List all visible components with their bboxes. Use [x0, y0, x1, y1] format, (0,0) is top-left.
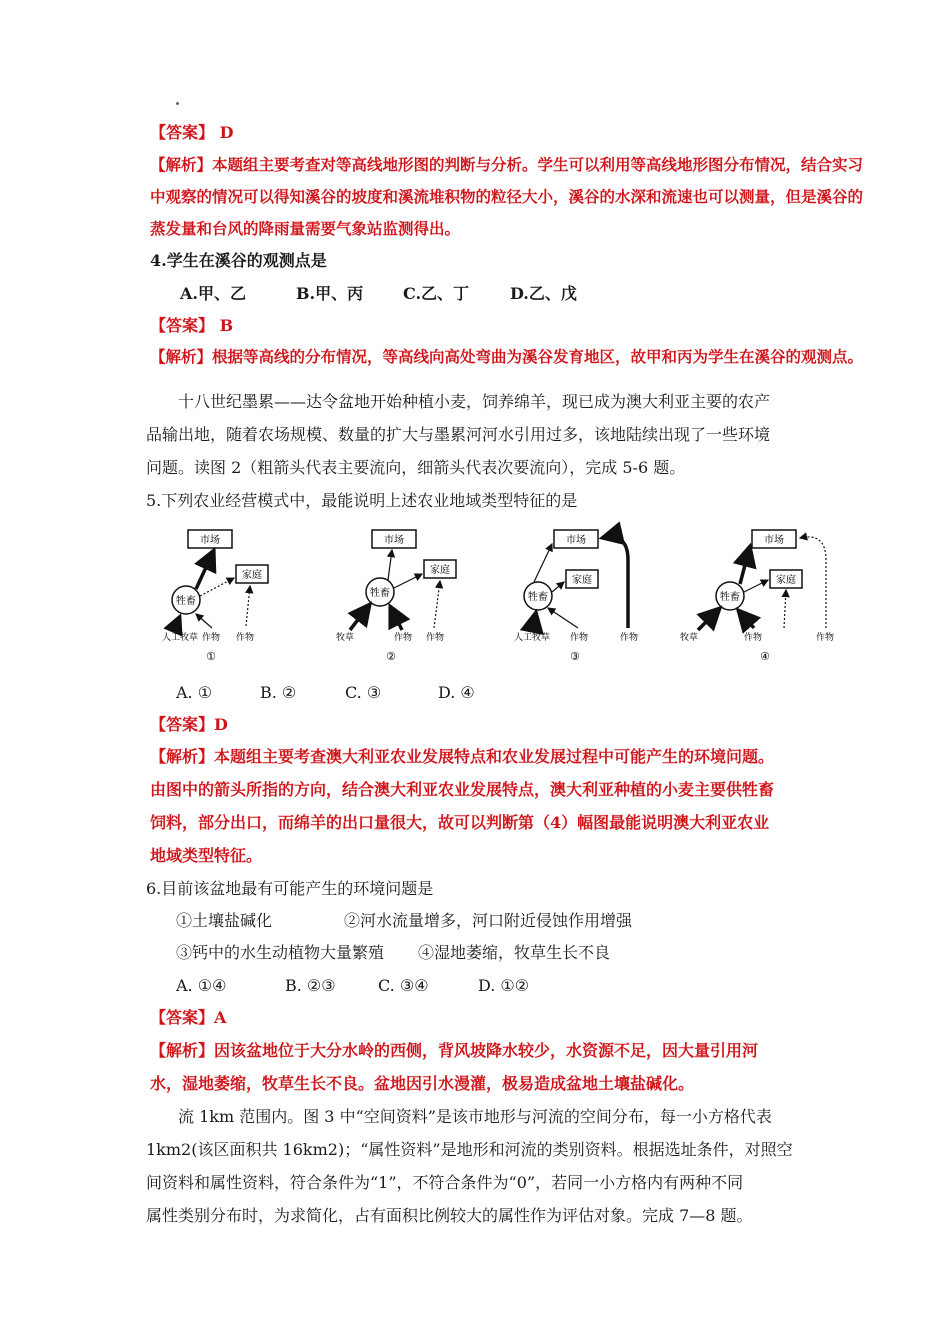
passage-line-1: 十八世纪墨累——达令盆地开始种植小麦，饲养绵羊，现已成为澳大利亚主要的农产 — [178, 392, 771, 411]
q5-option-a: A. ① — [176, 683, 213, 702]
diagram-3 — [514, 530, 638, 663]
d1-source-3: 作物 — [236, 633, 255, 643]
q3-analysis-line-2: 中观察的情况可以得知溪谷的坡度和溪流堆积物的粒径大小，溪谷的水深和流速也可以测量，但是溪谷的 — [150, 187, 864, 206]
d4-livestock-label: 牲畜 — [720, 592, 740, 603]
d3-market-label: 市场 — [566, 535, 586, 546]
q6-option-a: A. ①④ — [176, 976, 227, 995]
q5-answer: 【答案】D — [150, 715, 228, 734]
q6-item-4: ④湿地萎缩，牧草生长不良 — [418, 943, 611, 962]
d4-source-3: 作物 — [816, 633, 835, 643]
d3-caption: ③ — [570, 650, 580, 663]
passage2-line-3: 间资料和属性资料，符合条件为“1”，不符合条件为“0”，若同一小方格内有两种不同 — [146, 1173, 744, 1192]
diagram-2 — [336, 530, 456, 663]
d2-market-label: 市场 — [384, 535, 404, 546]
q6-item-1: ①土壤盐碱化 — [176, 911, 273, 930]
q6-analysis-line-2: 水，湿地萎缩，牧草生长不良。盆地因引水漫灌，极易造成盆地土壤盐碱化。 — [150, 1074, 695, 1093]
q4-option-d: D.乙、戊 — [510, 284, 577, 303]
passage-line-2: 品输出地，随着农场规模、数量的扩大与墨累河河水引用过多，该地陆续出现了一些环境 — [146, 425, 771, 444]
q5-option-b: B. ② — [260, 683, 297, 702]
d2-caption: ② — [386, 650, 396, 663]
q5-option-d: D. ④ — [438, 683, 475, 702]
d4-market-label: 市场 — [764, 535, 784, 546]
q5-analysis-line-4: 地域类型特征。 — [150, 846, 263, 865]
q6-option-c: C. ③④ — [378, 976, 429, 995]
d1-source-1: 人工牧草 — [162, 633, 199, 643]
d2-family-label: 家庭 — [430, 565, 450, 576]
d1-livestock-label: 牲畜 — [176, 596, 196, 607]
q6-answer: 【答案】A — [150, 1008, 227, 1027]
q6-stem: 6.目前该盆地最有可能产生的环境问题是 — [146, 879, 434, 898]
q6-option-d: D. ①② — [478, 976, 530, 995]
q6-item-3: ③钙中的水生动植物大量繁殖 — [176, 943, 385, 962]
passage-line-3: 问题。读图 2（粗箭头代表主要流向，细箭头代表次要流向），完成 5-6 题。 — [146, 458, 686, 477]
q4-stem: 4.学生在溪谷的观测点是 — [150, 251, 327, 270]
d2-source-2: 作物 — [394, 633, 413, 643]
passage2-line-4: 属性类别分布时，为求简化，占有面积比例较大的属性作为评估对象。完成 7—8 题。 — [146, 1206, 753, 1225]
d1-source-2: 作物 — [202, 633, 221, 643]
d3-family-label: 家庭 — [572, 575, 592, 586]
q5-option-c: C. ③ — [345, 683, 382, 702]
d4-source-1: 牧草 — [680, 633, 699, 643]
q5-analysis-line-1: 【解析】本题组主要考查澳大利亚农业发展特点和农业发展过程中可能产生的环境问题。 — [150, 747, 775, 766]
d4-family-label: 家庭 — [776, 575, 796, 586]
d3-source-2: 作物 — [570, 633, 589, 643]
diagram-4 — [680, 530, 834, 663]
q4-option-c: C.乙、丁 — [403, 284, 470, 303]
d4-caption: ④ — [760, 650, 770, 663]
passage2-line-1: 流 1km 范围内。图 3 中“空间资料”是该市地形与河流的空间分布，每一小方格代表 — [178, 1107, 772, 1126]
d3-source-3: 作物 — [620, 633, 639, 643]
d2-source-3: 作物 — [426, 633, 445, 643]
q5-analysis-line-3: 饲料，部分出口，而绵羊的出口量很大，故可以判断第（4）幅图最能说明澳大利亚农业 — [150, 813, 770, 832]
q4-option-b: B.甲、丙 — [296, 284, 364, 303]
q5-stem: 5.下列农业经营模式中，最能说明上述农业地域类型特征的是 — [146, 491, 578, 510]
d1-family-label: 家庭 — [242, 570, 262, 581]
q5-diagrams-figure — [150, 520, 850, 670]
d2-livestock-label: 牲畜 — [370, 588, 390, 599]
diagram-1 — [162, 530, 268, 663]
d3-livestock-label: 牲畜 — [528, 592, 548, 603]
q3-analysis-line-3: 蒸发量和台风的降雨量需要气象站监测得出。 — [150, 219, 461, 238]
d1-market-label: 市场 — [200, 535, 220, 546]
d1-caption: ① — [206, 650, 216, 663]
q4-analysis: 【解析】根据等高线的分布情况，等高线向高处弯曲为溪谷发育地区，故甲和丙为学生在溪谷的观测点。 — [150, 347, 864, 366]
d3-source-1: 人工牧草 — [514, 633, 551, 643]
d2-source-1: 牧草 — [336, 633, 355, 643]
q4-option-a: A.甲、乙 — [180, 284, 246, 303]
q6-option-b: B. ②③ — [285, 976, 336, 995]
q3-analysis-line-1: 【解析】本题组主要考查对等高线地形图的判断与分析。学生可以利用等高线地形图分布情况，结合实习 — [150, 155, 864, 174]
q6-analysis-line-1: 【解析】因该盆地位于大分水岭的西侧，背风坡降水较少，水资源不足，因大量引用河 — [150, 1041, 759, 1060]
q3-answer: 【答案】 D — [150, 123, 234, 142]
q4-answer: 【答案】 B — [150, 316, 234, 335]
scan-speck — [176, 102, 179, 105]
passage2-line-2: 1km2(该区面积共 16km2)；“属性资料”是地形和河流的类别资料。根据选址条件，对照空 — [146, 1140, 793, 1159]
q5-analysis-line-2: 由图中的箭头所指的方向，结合澳大利亚农业发展特点，澳大利亚种植的小麦主要供牲畜 — [150, 780, 775, 799]
d4-source-2: 作物 — [744, 633, 763, 643]
q6-item-2: ②河水流量增多，河口附近侵蚀作用增强 — [344, 911, 633, 930]
